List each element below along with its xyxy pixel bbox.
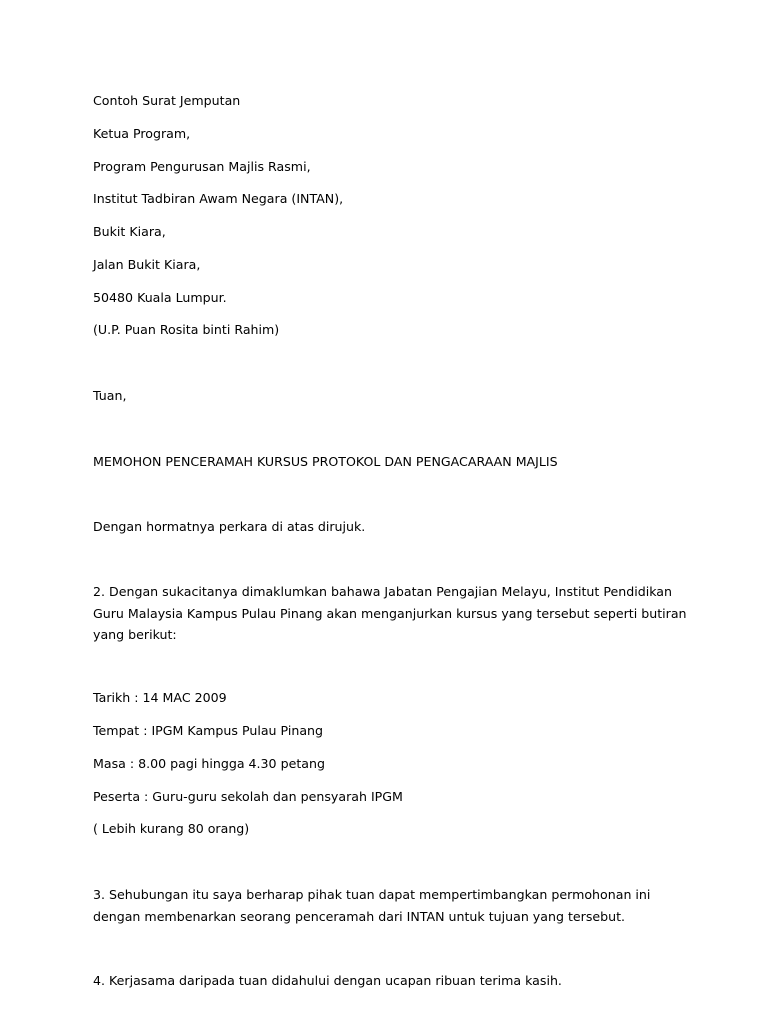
address-line-2: Program Pengurusan Majlis Rasmi,: [93, 159, 311, 174]
paragraph-2: 2. Dengan sukacitanya dimaklumkan bahawa Jabatan Pengajian Melayu, Institut Pendidikan Guru Malaysia Kampus Pulau Pinang akan menganjurkan kursus yang tersebut seperti butiran yang berikut:: [93, 584, 687, 642]
letter-heading: Contoh Surat Jemputan: [93, 93, 241, 108]
salutation: Tuan,: [93, 388, 127, 403]
detail-time: Masa : 8.00 pagi hingga 4.30 petang: [93, 756, 325, 771]
subject-line: MEMOHON PENCERAMAH KURSUS PROTOKOL DAN PENGACARAAN MAJLIS: [93, 454, 558, 469]
detail-participants: Peserta : Guru-guru sekolah dan pensyarah IPGM: [93, 789, 403, 804]
address-line-6: 50480 Kuala Lumpur.: [93, 290, 227, 305]
opening-sentence: Dengan hormatnya perkara di atas dirujuk.: [93, 519, 366, 534]
paragraph-4: 4. Kerjasama daripada tuan didahului dengan ucapan ribuan terima kasih.: [93, 973, 562, 988]
address-line-3: Institut Tadbiran Awam Negara (INTAN),: [93, 191, 344, 206]
address-line-5: Jalan Bukit Kiara,: [93, 257, 201, 272]
detail-participant-count: ( Lebih kurang 80 orang): [93, 821, 250, 836]
address-line-4: Bukit Kiara,: [93, 224, 166, 239]
address-line-1: Ketua Program,: [93, 126, 191, 141]
detail-date: Tarikh : 14 MAC 2009: [93, 690, 227, 705]
address-line-7: (U.P. Puan Rosita binti Rahim): [93, 322, 280, 337]
detail-venue: Tempat : IPGM Kampus Pulau Pinang: [93, 723, 324, 738]
paragraph-3: 3. Sehubungan itu saya berharap pihak tuan dapat mempertimbangkan permohonan ini dengan membenarkan seorang penceramah dari INTAN untuk tujuan yang tersebut.: [93, 887, 651, 924]
